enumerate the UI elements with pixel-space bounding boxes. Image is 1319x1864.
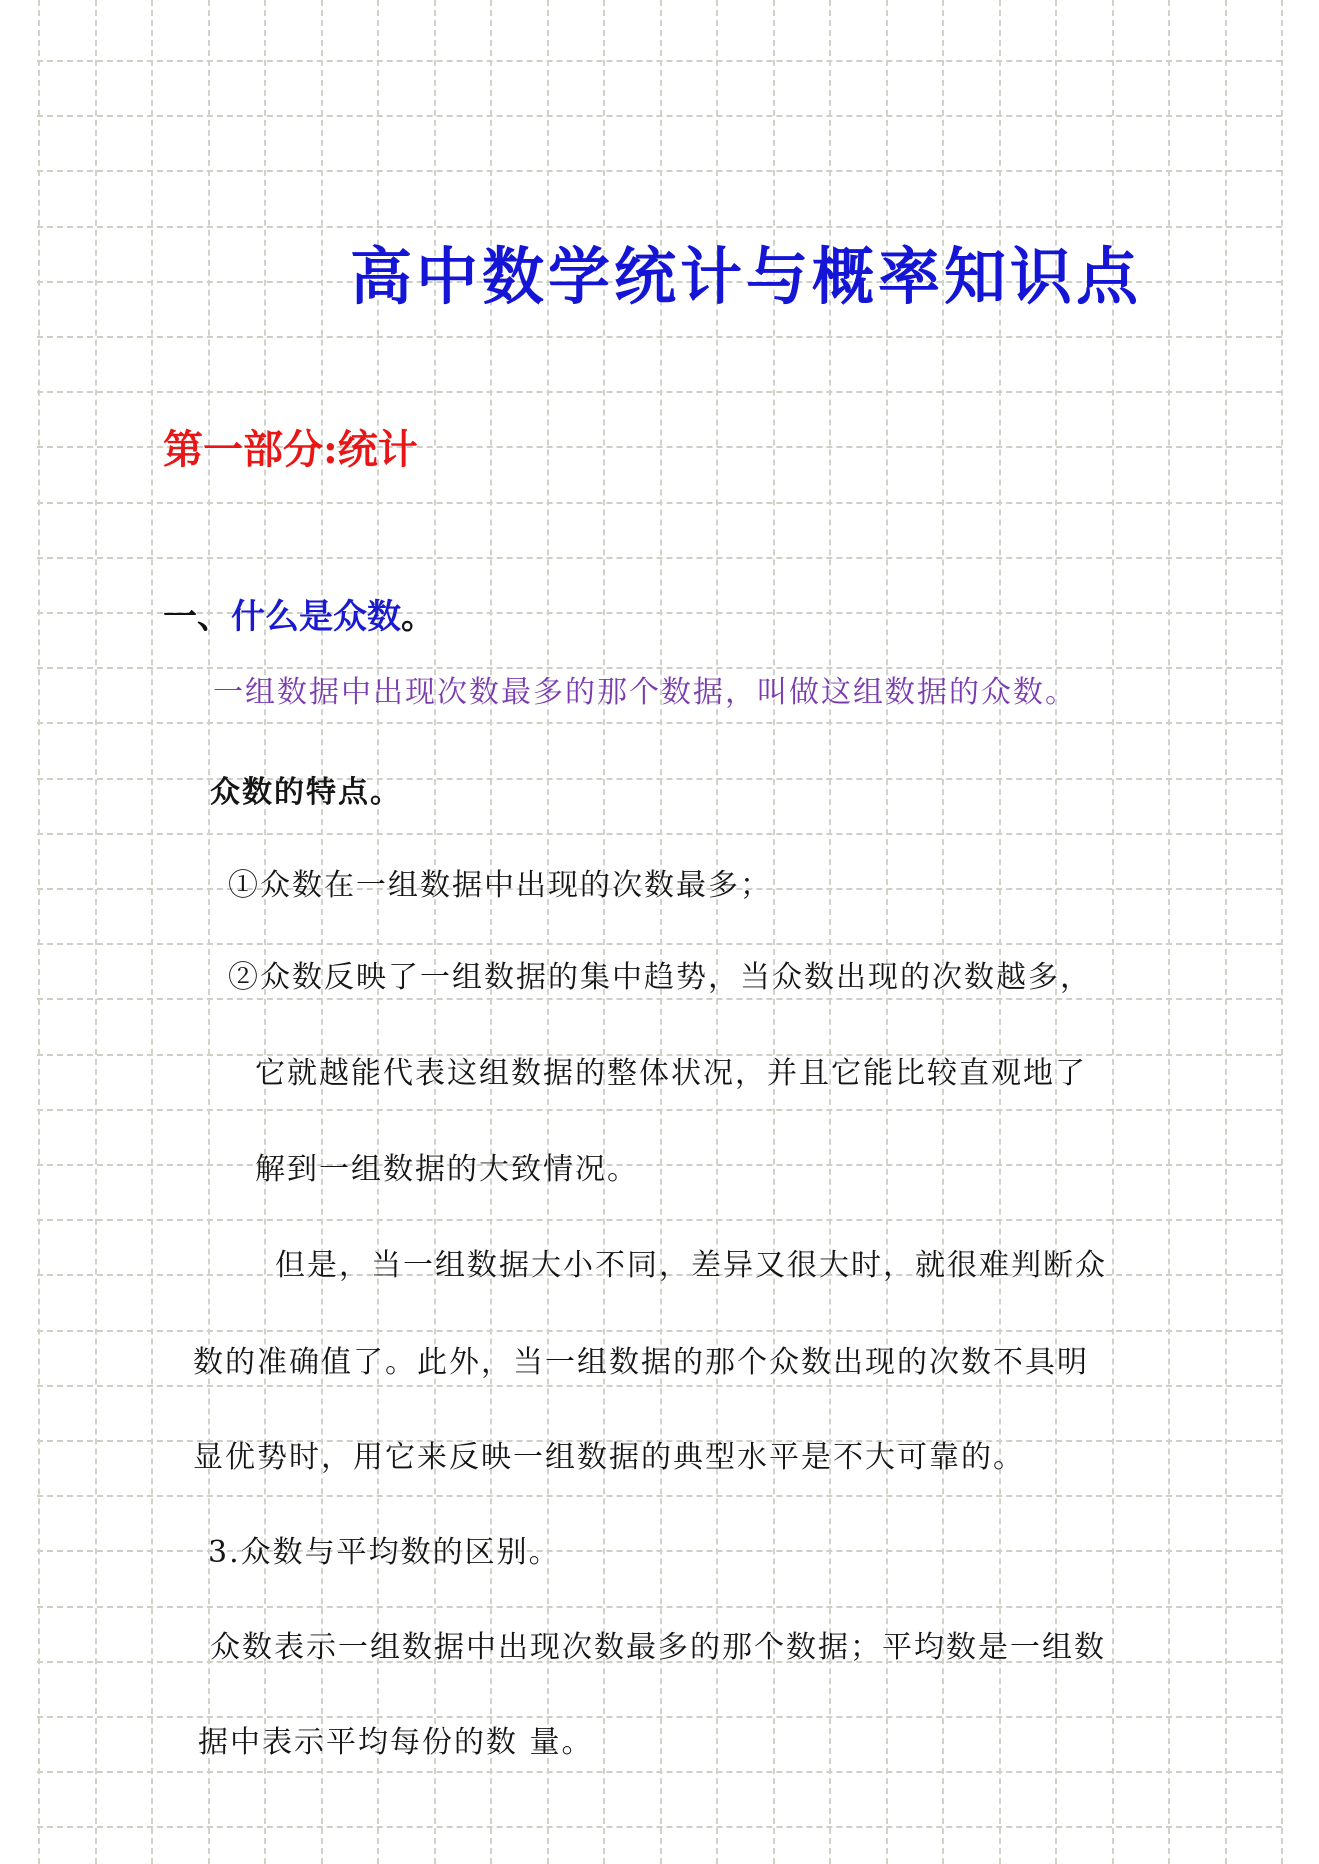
caveat-line: 数的准确值了。此外，当一组数据的那个众数出现的次数不具明 — [193, 1345, 1089, 1380]
section-title: 什么是众数 — [231, 597, 401, 637]
definition-text: 一组数据中出现次数最多的那个数据，叫做这组数据的众数。 — [213, 675, 1077, 710]
feature-line: 它就越能代表这组数据的整体状况，并且它能比较直观地了 — [255, 1056, 1087, 1091]
caveat-line: 显优势时，用它来反映一组数据的典型水平是不大可靠的。 — [193, 1440, 1025, 1475]
grid-line — [151, 0, 153, 1864]
feature-line: ①众数在一组数据中出现的次数最多； — [228, 868, 772, 903]
difference-heading: 3.众数与平均数的区别。 — [208, 1535, 561, 1570]
grid-line — [1168, 0, 1170, 1864]
grid-line — [208, 0, 210, 1864]
grid-line — [1281, 0, 1283, 1864]
grid-line — [321, 0, 323, 1864]
grid-line — [264, 0, 266, 1864]
difference-line: 众数表示一组数据中出现次数最多的那个数据；平均数是一组数 — [210, 1630, 1106, 1665]
feature-line: ②众数反映了一组数据的集中趋势，当众数出现的次数越多， — [228, 960, 1092, 995]
section-heading — [163, 597, 435, 637]
page-title: 高中数学统计与概率知识点 — [350, 240, 1143, 313]
section-title-end: 。 — [401, 597, 435, 637]
section-number: 一、 — [163, 597, 231, 637]
grid-line — [95, 0, 97, 1864]
feature-line: 解到一组数据的大致情况。 — [255, 1152, 639, 1187]
difference-line: 据中表示平均每份的数 量。 — [198, 1725, 594, 1760]
grid-line — [1225, 0, 1227, 1864]
caveat-line: 但是，当一组数据大小不同，差异又很大时，就很难判断众 — [275, 1248, 1107, 1283]
part-heading: 第一部分:统计 — [163, 426, 418, 473]
grid-line — [38, 0, 40, 1864]
features-heading: 众数的特点。 — [210, 775, 402, 810]
